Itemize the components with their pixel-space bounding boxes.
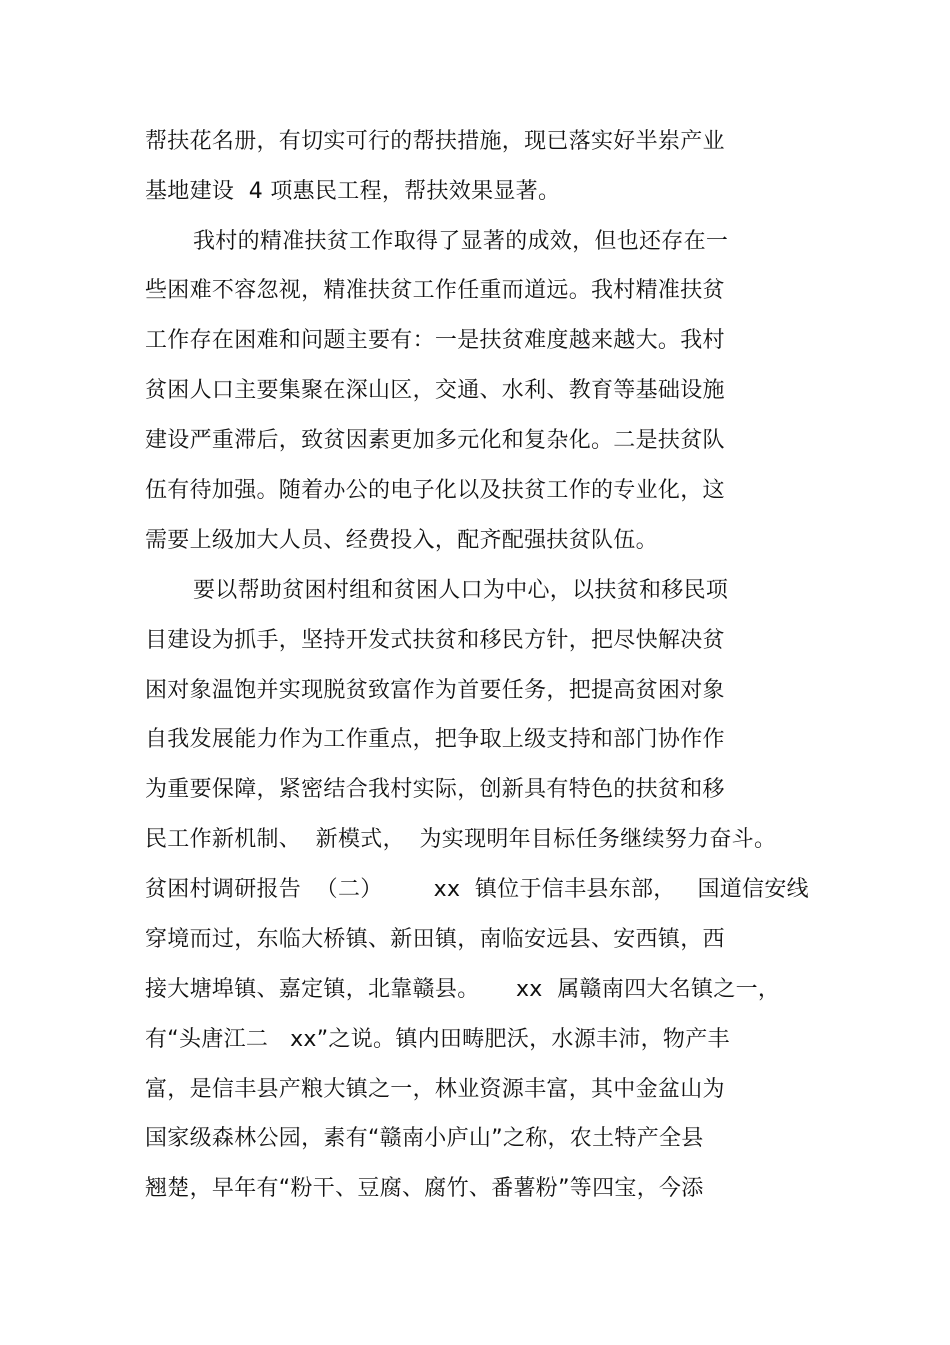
- text-line: 有“头唐江二 xx”之说。镇内田畴肥沃，水源丰沛，物产丰: [145, 1027, 730, 1052]
- text-line: 基地建设 4 项惠民工程，帮扶效果显著。: [145, 179, 561, 204]
- text-line: 困对象温饱并实现脱贫致富作为首要任务，把提高贫困对象: [145, 678, 725, 703]
- text-line: 穿境而过，东临大桥镇、新田镇，南临安远县、安西镇，西: [145, 927, 725, 952]
- text-line: 贫困村调研报告 （二） xx 镇位于信丰县东部， 国道信安线: [145, 877, 809, 902]
- text-line: 目建设为抓手，坚持开发式扶贫和移民方针，把尽快解决贫: [145, 628, 725, 653]
- text-line: 国家级森林公园，素有“赣南小庐山”之称，农土特产全县: [145, 1126, 704, 1151]
- text-line: 帮扶花名册，有切实可行的帮扶措施，现已落实好半岽产业: [145, 129, 725, 154]
- text-line: 建设严重滞后，致贫因素更加多元化和复杂化。二是扶贫队: [145, 428, 725, 453]
- text-line: 工作存在困难和问题主要有：一是扶贫难度越来越大。我村: [145, 328, 725, 353]
- text-line: 伍有待加强。随着办公的电子化以及扶贫工作的专业化，这: [145, 478, 725, 503]
- text-line: 翘楚，早年有“粉干、豆腐、腐竹、番薯粉”等四宝，今添: [145, 1176, 704, 1201]
- text-line: 需要上级加大人员、经费投入，配齐配强扶贫队伍。: [145, 528, 658, 553]
- text-line: 富，是信丰县产粮大镇之一，林业资源丰富，其中金盆山为: [145, 1077, 725, 1102]
- text-line: 民工作新机制、 新模式， 为实现明年目标任务继续努力奋斗。: [145, 827, 777, 852]
- text-line: 些困难不容忽视，精准扶贫工作任重而道远。我村精准扶贫: [145, 278, 725, 303]
- paragraph-first-line: 要以帮助贫困村组和贫困人口为中心，以扶贫和移民项: [193, 578, 729, 603]
- text-line: 接大塘埠镇、嘉定镇，北靠赣县。 xx 属赣南四大名镇之一，: [145, 977, 781, 1002]
- paragraph-first-line: 我村的精准扶贫工作取得了显著的成效，但也还存在一: [193, 229, 729, 254]
- text-line: 贫困人口主要集聚在深山区，交通、水利、教育等基础设施: [145, 378, 725, 403]
- text-line: 为重要保障，紧密结合我村实际，创新具有特色的扶贫和移: [145, 777, 725, 802]
- text-line: 自我发展能力作为工作重点，把争取上级支持和部门协作作: [145, 727, 725, 752]
